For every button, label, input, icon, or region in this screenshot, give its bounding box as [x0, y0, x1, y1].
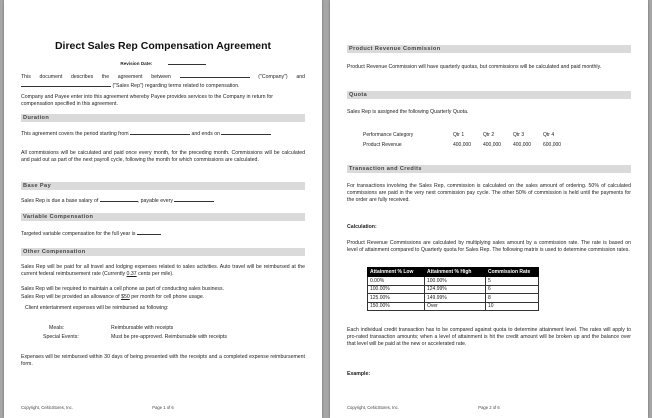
- duration-paragraph-2: All commissions will be calculated and paid once every month, for the preceding month. Commissions will be calculated and paid out as part of the next payroll cycle, following the month for which commissions are calculated.: [21, 150, 305, 164]
- credit-transaction-paragraph: Each individual credit transaction has to be compared against quota to determine attainment level. The rates will apply to pro-rated transaction amounts; when a level of attainment is hit the credit amount will be broken up and the balance over that level will be paid at the new or accelerated rate.: [347, 327, 631, 348]
- matrix-cell: Over: [425, 302, 486, 311]
- matrix-cell: 6: [486, 285, 539, 294]
- meals-row: [21, 325, 305, 332]
- calculation-paragraph: Product Revenue Commissions are calculated by multiplying sales amount by a commission rate. The rate is based on level of attainment compared to Quarterly quota for Sales Rep. The following matrix is used to determine commission rates.: [347, 240, 631, 254]
- expenses-paragraph: Expenses will be reimbursed within 30 days of being presented with the receipts and a completed expense reimbursement form.: [21, 354, 305, 368]
- prc-paragraph: Product Revenue Commission will have quarterly quotas, but commissions will be calculated and paid monthly.: [347, 64, 602, 70]
- travel-text-end: cents per mile).: [138, 271, 174, 278]
- variable-compensation-heading: Variable Compensation: [21, 213, 305, 221]
- matrix-cell: 100.00%: [425, 277, 486, 286]
- matrix-cell: 150.00%: [368, 302, 425, 311]
- matrix-row: [368, 277, 539, 286]
- base-pay-heading: Base Pay: [21, 182, 305, 190]
- quota-heading: Quota: [347, 91, 631, 99]
- matrix-cell: 0.00%: [368, 277, 425, 286]
- base-pay-text-b: , payable every: [137, 198, 173, 204]
- matrix-cell: 124.99%: [425, 285, 486, 294]
- footer-copyright: Copyright, CelticStores, Inc.: [347, 405, 399, 410]
- travel-paragraph: [21, 264, 305, 278]
- document-title: Direct Sales Rep Compensation Agreement: [54, 40, 272, 52]
- document-page-1: [4, 0, 322, 418]
- matrix-row: [368, 302, 539, 311]
- variable-text: Targeted variable compensation for the full year is: [21, 231, 136, 237]
- transaction-credits-heading: Transaction and Credits: [347, 165, 631, 173]
- matrix-header-row: [368, 268, 539, 277]
- duration-heading: Duration: [21, 114, 305, 122]
- quota-header-cell: Qtr 1: [453, 132, 465, 138]
- allowance-text-b: per month for cell phone usage.: [131, 294, 205, 300]
- end-date-field[interactable]: [221, 129, 271, 135]
- matrix-header-cell: Attainment % High: [425, 268, 486, 277]
- quota-header-cell: Qtr 2: [483, 132, 495, 138]
- special-events-row: [21, 334, 305, 341]
- duration-text-b: and ends on: [191, 131, 221, 137]
- quota-header-cell: Qtr 4: [543, 132, 555, 138]
- quota-cell: 400,000: [453, 142, 472, 148]
- commission-matrix: [367, 267, 539, 311]
- matrix-cell: 8: [486, 294, 539, 303]
- example-label: Example:: [347, 371, 371, 377]
- base-pay-paragraph: [21, 196, 305, 205]
- intro-paragraph-1: [21, 72, 305, 90]
- calculation-label: Calculation:: [347, 224, 377, 230]
- quota-cell: 400,000: [483, 142, 502, 148]
- pay-period-field[interactable]: [174, 196, 214, 202]
- intro-text-a: This document describes the agreement between: [21, 74, 171, 80]
- matrix-cell: 5: [486, 277, 539, 286]
- matrix-cell: 125.00%: [368, 294, 425, 303]
- special-events-label: Special Events:: [43, 334, 79, 341]
- revision-date: [21, 59, 305, 66]
- other-compensation-heading: Other Compensation: [21, 248, 305, 256]
- allowance-amount-field[interactable]: $50: [121, 294, 130, 300]
- quota-table: [363, 130, 573, 150]
- revision-date-label: Revision Date:: [120, 61, 153, 66]
- quota-header-cell: Qtr 3: [513, 132, 525, 138]
- footer-copyright: Copyright, CelticStores, Inc.: [21, 405, 73, 410]
- duration-paragraph-1: [21, 129, 305, 138]
- transaction-paragraph: For transactions involving the Sales Rep, commission is calculated on the sales amount of ordering. 50% of calculated commissions are paid in the very next commission pay cycle. The other 50% of commission is held until the payments for the order are fully received.: [347, 183, 631, 204]
- allowance-paragraph: [21, 294, 305, 301]
- base-pay-text-a: Sales Rep is due a base salary of: [21, 198, 99, 204]
- matrix-row: [368, 285, 539, 294]
- quota-paragraph: Sales Rep is assigned the following Quarterly Quota.: [347, 109, 469, 115]
- travel-text: Sales Rep will be paid for all travel and lodging expenses related to sales activities. Auto travel will be reimbursed at the current federal reimbursement rate (Currently: [21, 264, 305, 278]
- footer-page-number: Page 1 of 6: [152, 405, 174, 410]
- quota-table-header: [363, 130, 573, 140]
- intro-paragraph-2: Company and Payee enter into this agreement whereby Payee provides services to the Company in return for compensation specified in this agreement.: [21, 94, 274, 108]
- duration-text-a: This agreement covers the period starting from: [21, 131, 129, 137]
- matrix-row: [368, 294, 539, 303]
- quota-cell: 600,000: [543, 142, 562, 148]
- meals-value: Reimbursable with receipts: [111, 325, 174, 331]
- quota-header-cell: Performance Category: [363, 132, 414, 138]
- revision-date-field[interactable]: [168, 59, 206, 65]
- matrix-cell: 149.99%: [425, 294, 486, 303]
- intro-text-c: ("Sales Rep") regarding terms related to compensation.: [112, 83, 240, 90]
- intro-text-b: ("Company") and: [258, 74, 305, 80]
- variable-compensation-paragraph: [21, 229, 305, 238]
- meals-label: Meals:: [49, 325, 65, 331]
- quota-cell: Product Revenue: [363, 142, 402, 148]
- mileage-rate-field[interactable]: 0.37: [126, 271, 137, 278]
- allowance-text-a: Sales Rep will be provided an allowance of: [21, 294, 120, 300]
- quota-cell: 400,000: [513, 142, 532, 148]
- cell-phone-paragraph: Sales Rep will be required to maintain a cell phone as part of conducting sales business.: [21, 286, 225, 292]
- footer-page-number: Page 2 of 6: [478, 405, 500, 410]
- page-1-footer: [21, 405, 305, 410]
- document-page-2: [330, 0, 648, 418]
- page-2-footer: [347, 405, 631, 410]
- entertainment-paragraph: Client entertainment expenses will be reimbursed as following:: [25, 305, 169, 311]
- special-events-value: Must be pre-approved. Reimbursable with receipts: [111, 334, 227, 341]
- sales-rep-name-field[interactable]: [21, 81, 111, 87]
- entertainment-list: [21, 325, 305, 341]
- base-salary-field[interactable]: [100, 196, 138, 202]
- quota-table-row: [363, 140, 573, 150]
- matrix-header-cell: Commission Rate: [486, 268, 539, 277]
- start-date-field[interactable]: [130, 129, 190, 135]
- matrix-cell: 100.00%: [368, 285, 425, 294]
- company-name-field[interactable]: [180, 72, 250, 78]
- product-revenue-commission-heading: Product Revenue Commission: [347, 45, 631, 53]
- variable-amount-field[interactable]: [137, 229, 161, 235]
- matrix-header-cell: Attainment % Low: [368, 268, 425, 277]
- matrix-cell: 10: [486, 302, 539, 311]
